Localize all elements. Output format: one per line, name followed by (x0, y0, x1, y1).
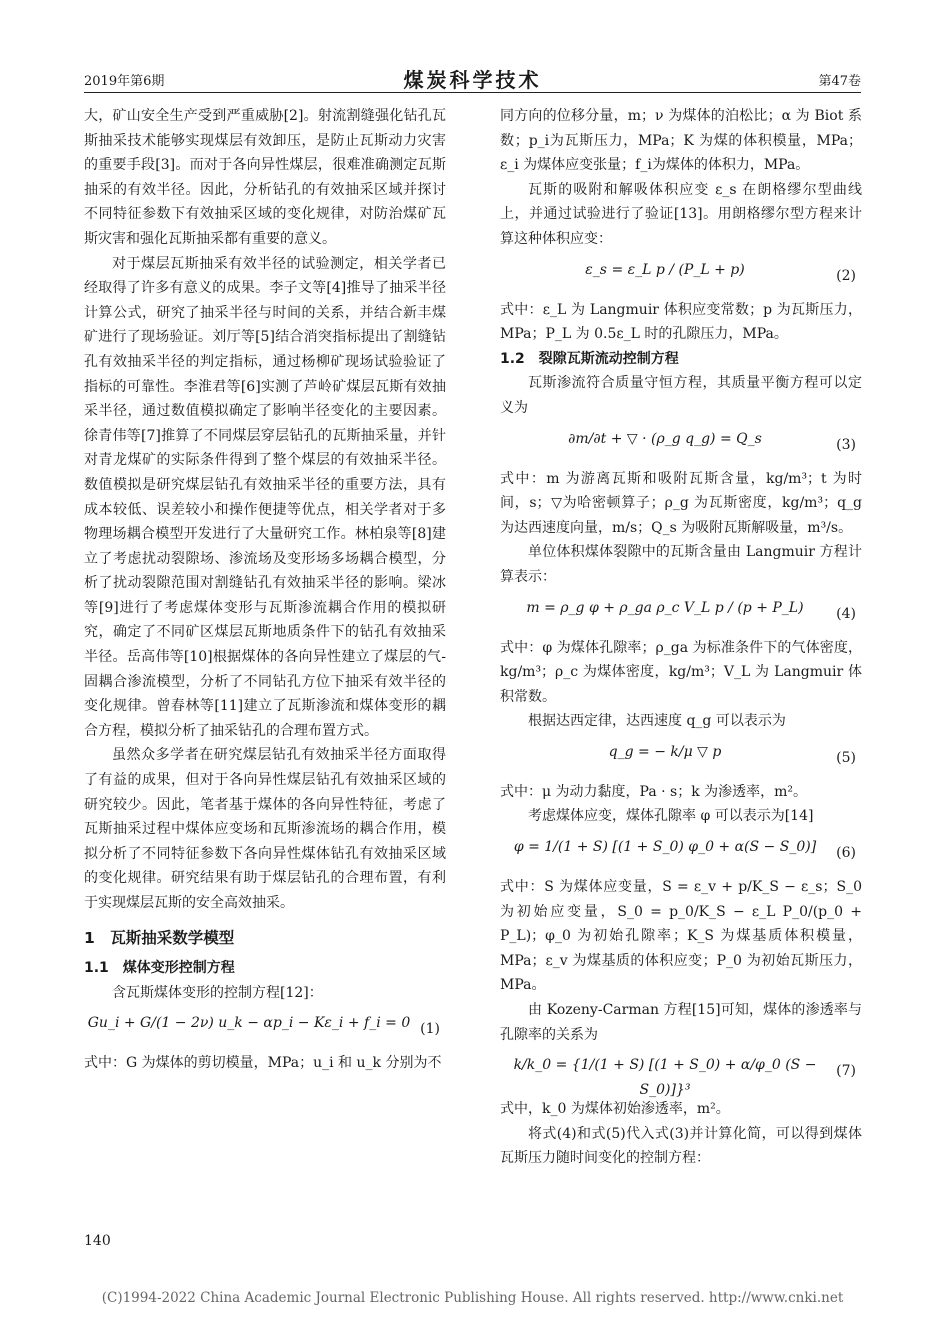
page-number: 140 (84, 1233, 111, 1249)
equation-1 (84, 1005, 446, 1051)
journal-title: 煤炭科学技术 (403, 68, 542, 92)
equation-6 (500, 829, 862, 875)
equation-7 (500, 1047, 862, 1097)
volume-label: 第47卷 (818, 74, 861, 89)
equation-body: ∂m/∂t + ▽ · (ρ_g q_g) = Q_s (568, 430, 762, 447)
equation-number: (7) (836, 1063, 856, 1080)
paragraph: 瓦斯的吸附和解吸体积应变 ε_s 在朗格缪尔型曲线上，并通过试验进行了验证[13]。用朗格缪尔型方程来计算这种体积应变： (500, 181, 862, 247)
equation-number: (4) (836, 605, 856, 622)
header-rule (84, 92, 861, 93)
equation-number: (1) (420, 1021, 440, 1038)
copyright-footer: (C)1994-2022 China Academic Journal Electronic Publishing House. All rights reserved. http://www.cnki.net (101, 1290, 844, 1306)
equation-number: (2) (836, 267, 856, 284)
paragraph: 瓦斯渗流符合质量守恒方程，其质量平衡方程可以定义为 (500, 375, 862, 416)
paragraph: 对于煤层瓦斯抽采有效半径的试验测定，相关学者已经取得了许多有意义的成果。李子文等[4]推导了抽采半径计算公式，研究了抽采半径与时间的关系，并结合新丰煤矿进行了现场验证。刘厅等[5]结合消突指标提出了割缝钻孔有效抽采半径的判定指标，通过杨柳矿现场试验验证了指标的可靠性。李淮君等[6]实测了芦岭矿煤层瓦斯有效抽采半径，通过数值模拟确定了影响半径变化的主要因素。徐青伟等[7]推算了不同煤层穿层钻孔的瓦斯抽采量，并针对青龙煤矿的实际条件得到了整个煤层的有效抽采半径。数值模拟是研究煤层钻孔有效抽采半径的重要方法，具有成本较低、误差较小和操作便捷等优点，相关学者对于多物理场耦合模型开发进行了大量研究工作。林柏泉等[8]建立了考虑扰动裂隙场、渗流场及变形场多场耦合模型，分析了扰动裂隙范围对割缝钻孔有效抽采半径的影响。梁冰等[9]进行了考虑煤体变形与瓦斯渗流耦合作用的模拟研究，确定了不同矿区煤层瓦斯地质条件下的钻孔有效抽采半径。岳高伟等[10]根据煤体的各向异性建立了煤层的气-固耦合渗流模型，分析了不同钻孔方位下抽采有效半径的变化规律。曾春林等[11]建立了瓦斯渗流和煤体变形的耦合方程，模拟分析了抽采钻孔的合理布置方式。 (84, 255, 446, 739)
running-header (84, 64, 861, 92)
subsection-heading: 1.2 裂隙瓦斯流动控制方程 (500, 350, 679, 367)
paragraph: 式中：S 为煤体应变量，S = ε_v + p/K_S − ε_s；S_0 为初始应变量，S_0 = p_0/K_S − ε_L P_0/(p_0 + P_L)；φ_0 为初始孔隙率；K_S 为煤基质体积模量，MPa；ε_v 为煤基质的体积应变；P_0 为初始瓦斯压力，MPa。 (500, 879, 862, 994)
subsection-heading: 1.1 煤体变形控制方程 (84, 960, 235, 977)
equation-body: k/k_0 = {1/(1 + S) [(1 + S_0) + α/φ_0 (S − S_0)]}³ (513, 1057, 817, 1098)
paragraph: 由 Kozeny-Carman 方程[15]可知，煤体的渗透率与孔隙率的关系为 (500, 1002, 862, 1043)
paragraph: 单位体积煤体裂隙中的瓦斯含量由 Langmuir 方程计算表示： (500, 544, 862, 585)
equation-4 (500, 590, 862, 636)
paragraph: 将式(4)和式(5)代入式(3)并计算化简，可以得到煤体瓦斯压力随时间变化的控制方程： (500, 1125, 862, 1167)
paragraph: 式中，k_0 为煤体初始渗透率，m²。 (500, 1101, 730, 1118)
equation-body: ε_s = ε_L p / (P_L + p) (585, 261, 745, 278)
paragraph: 考虑煤体应变，煤体孔隙率 φ 可以表示为[14] (528, 808, 814, 825)
issue-label: 2019年第6期 (84, 74, 165, 89)
paragraph: 虽然众多学者在研究煤层钻孔有效抽采半径方面取得了有益的成果，但对于各向异性煤层钻孔有效抽采区域的研究较少。因此，笔者基于煤体的各向异性特征，考虑了瓦斯抽采过程中煤体应变场和瓦斯渗流场的耦合作用，模拟分析了不同特征参数下各向异性煤体钻孔有效抽采区域的变化规律。研究结果有助于煤层钻孔的合理布置，有利于实现煤层瓦斯的安全高效抽采。 (84, 747, 446, 911)
paragraph: 根据达西定律，达西速度 q_g 可以表示为 (528, 713, 786, 730)
paragraph: 式中：μ 为动力黏度，Pa · s；k 为渗透率，m²。 (500, 783, 808, 800)
paragraph: 式中：φ 为煤体孔隙率；ρ_ga 为标准条件下的气体密度，kg/m³；ρ_c 为煤体密度，kg/m³；V_L 为 Langmuir 体积常数。 (500, 639, 862, 705)
equation-number: (6) (836, 845, 856, 862)
paragraph: 式中：G 为煤体的剪切模量，MPa；u_i 和 u_k 分别为不 (84, 1055, 442, 1072)
equation-2 (500, 252, 862, 298)
section-heading: 1 瓦斯抽采数学模型 (84, 928, 235, 947)
equation-3 (500, 421, 862, 467)
paragraph: 式中：m 为游离瓦斯和吸附瓦斯含量，kg/m³；t 为时间，s；▽为哈密顿算子；ρ_g 为瓦斯密度，kg/m³；q_g 为达西速度向量，m/s；Q_s 为吸附瓦斯解吸量，m³/s。 (500, 470, 862, 536)
equation-5 (500, 734, 862, 780)
paragraph: 含瓦斯煤体变形的控制方程[12]： (112, 984, 323, 1001)
equation-body: q_g = − k/μ ▽ p (608, 743, 722, 760)
paragraph: 式中：ε_L 为 Langmuir 体积应变常数；p 为瓦斯压力，MPa；P_L 为 0.5ε_L 时的孔隙压力，MPa。 (500, 301, 862, 343)
equation-body: Gu_i + G/(1 − 2ν) u_k − αp_i − Kε_i + f_i = 0 (87, 1015, 411, 1032)
left-column (84, 104, 446, 1076)
paragraph: 同方向的位移分量，m；ν 为煤体的泊松比；α 为 Biot 系数；p_i为瓦斯压力，MPa；K 为煤的体积模量，MPa；ε_i 为煤体应变张量；f_i为煤体的体积力，MPa。 (500, 108, 862, 174)
equation-number: (5) (836, 749, 856, 766)
right-column (500, 104, 862, 1171)
paragraph: 大，矿山安全生产受到严重威胁[2]。射流割缝强化钻孔瓦斯抽采技术能够实现煤层有效卸压，是防止瓦斯动力灾害的重要手段[3]。而对于各向异性煤层，很难准确测定瓦斯抽采的有效半径。因此，分析钻孔的有效抽采区域并探讨不同特征参数下有效抽采区域的变化规律，对防治煤矿瓦斯灾害和强化瓦斯抽采都有重要的意义。 (84, 108, 446, 247)
equation-body: φ = 1/(1 + S) [(1 + S_0) φ_0 + α(S − S_0)] (513, 839, 817, 856)
equation-body: m = ρ_g φ + ρ_ga ρ_c V_L p / (p + P_L) (526, 599, 804, 616)
equation-number: (3) (836, 436, 856, 453)
